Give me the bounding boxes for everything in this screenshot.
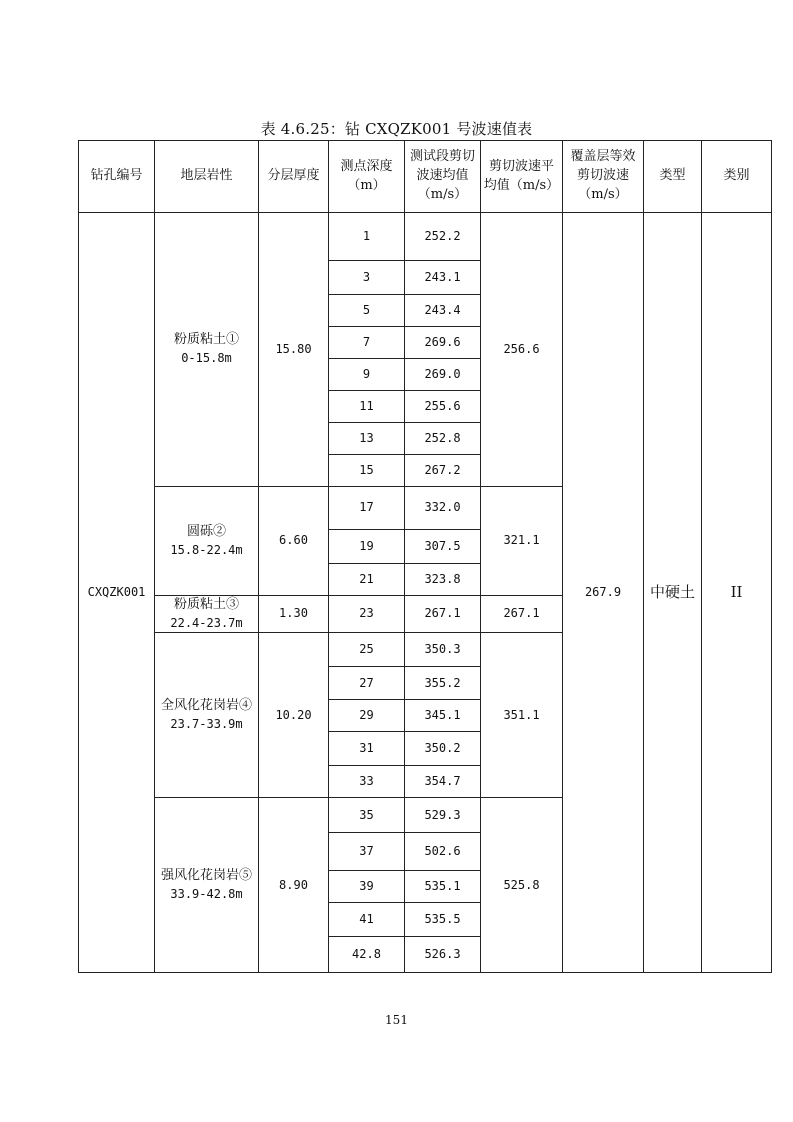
depth-cell: 21 [329, 564, 405, 596]
lithology-range: 33.9-42.8m [170, 886, 243, 901]
average-velocity-cell: 256.6 [481, 213, 563, 487]
segment-velocity-cell: 243.1 [405, 261, 481, 295]
segment-velocity-cell: 267.1 [405, 596, 481, 633]
average-velocity-cell: 525.8 [481, 798, 563, 973]
table-body [79, 213, 772, 973]
header-depth: 测点深度 （m） [329, 141, 405, 213]
depth-cell: 19 [329, 530, 405, 564]
depth-cell: 31 [329, 732, 405, 766]
thickness-cell: 10.20 [259, 633, 329, 798]
header-thickness: 分层厚度 [259, 141, 329, 213]
depth-cell: 42.8 [329, 937, 405, 973]
depth-cell: 5 [329, 295, 405, 327]
segment-velocity-cell: 350.2 [405, 732, 481, 766]
thickness-cell: 15.80 [259, 213, 329, 487]
segment-velocity-cell: 526.3 [405, 937, 481, 973]
header-average-velocity: 剪切波速平 均值（m/s） [481, 141, 563, 213]
thickness-cell: 8.90 [259, 798, 329, 973]
wave-velocity-table [78, 140, 772, 973]
average-velocity-cell: 351.1 [481, 633, 563, 798]
segment-velocity-cell: 252.8 [405, 423, 481, 455]
segment-velocity-cell: 332.0 [405, 487, 481, 530]
segment-velocity-cell: 252.2 [405, 213, 481, 261]
page-number: 151 [385, 1013, 408, 1027]
segment-velocity-cell: 354.7 [405, 766, 481, 798]
depth-cell: 37 [329, 833, 405, 871]
table-caption: 表 4.6.25：钻 CXQZK001 号波速值表 [260, 120, 533, 138]
depth-cell: 17 [329, 487, 405, 530]
header-row [79, 141, 772, 213]
average-velocity-cell: 267.1 [481, 596, 563, 633]
segment-velocity-cell: 535.1 [405, 871, 481, 903]
lithology-name: 粉质粘土① [173, 332, 239, 348]
lithology-name: 全风化花岗岩④ [160, 698, 252, 714]
segment-velocity-cell: 269.6 [405, 327, 481, 359]
segment-velocity-cell: 269.0 [405, 359, 481, 391]
header-segment-velocity: 测试段剪切 波速均值 （m/s） [405, 141, 481, 213]
segment-velocity-cell: 267.2 [405, 455, 481, 487]
lithology-cell [155, 596, 259, 633]
depth-cell: 3 [329, 261, 405, 295]
thickness-cell: 6.60 [259, 487, 329, 596]
segment-velocity-cell: 529.3 [405, 798, 481, 833]
segment-velocity-cell: 502.6 [405, 833, 481, 871]
header-type: 类型 [644, 141, 702, 213]
header-lithology: 地层岩性 [155, 141, 259, 213]
depth-cell: 15 [329, 455, 405, 487]
lithology-range: 22.4-23.7m [170, 615, 243, 630]
table-row [79, 213, 772, 261]
depth-cell: 39 [329, 871, 405, 903]
header-class: 类别 [702, 141, 772, 213]
segment-velocity-cell: 243.4 [405, 295, 481, 327]
segment-velocity-cell: 350.3 [405, 633, 481, 667]
depth-cell: 13 [329, 423, 405, 455]
depth-cell: 25 [329, 633, 405, 667]
site-class-cell: II [702, 213, 772, 973]
lithology-cell [155, 633, 259, 798]
average-velocity-cell: 321.1 [481, 487, 563, 596]
lithology-name: 强风化花岗岩⑤ [160, 868, 252, 884]
lithology-cell [155, 487, 259, 596]
depth-cell: 11 [329, 391, 405, 423]
header-hole: 钻孔编号 [79, 141, 155, 213]
lithology-name: 粉质粘土③ [173, 597, 239, 612]
site-type-cell: 中硬土 [644, 213, 702, 973]
depth-cell: 41 [329, 903, 405, 937]
segment-velocity-cell: 535.5 [405, 903, 481, 937]
depth-cell: 7 [329, 327, 405, 359]
segment-velocity-cell: 255.6 [405, 391, 481, 423]
segment-velocity-cell: 355.2 [405, 667, 481, 700]
thickness-cell: 1.30 [259, 596, 329, 633]
depth-cell: 29 [329, 700, 405, 732]
lithology-name: 圆砾② [186, 523, 226, 539]
depth-cell: 23 [329, 596, 405, 633]
depth-cell: 35 [329, 798, 405, 833]
lithology-cell [155, 798, 259, 973]
header-cover-velocity: 覆盖层等效 剪切波速 （m/s） [563, 141, 644, 213]
cover-velocity-cell: 267.9 [563, 213, 644, 973]
hole-id-cell: CXQZK001 [79, 213, 155, 973]
segment-velocity-cell: 307.5 [405, 530, 481, 564]
lithology-range: 0-15.8m [181, 351, 232, 366]
depth-cell: 27 [329, 667, 405, 700]
lithology-range: 23.7-33.9m [170, 716, 243, 731]
depth-cell: 9 [329, 359, 405, 391]
segment-velocity-cell: 323.8 [405, 564, 481, 596]
lithology-cell [155, 213, 259, 487]
lithology-range: 15.8-22.4m [170, 542, 243, 557]
depth-cell: 1 [329, 213, 405, 261]
depth-cell: 33 [329, 766, 405, 798]
segment-velocity-cell: 345.1 [405, 700, 481, 732]
